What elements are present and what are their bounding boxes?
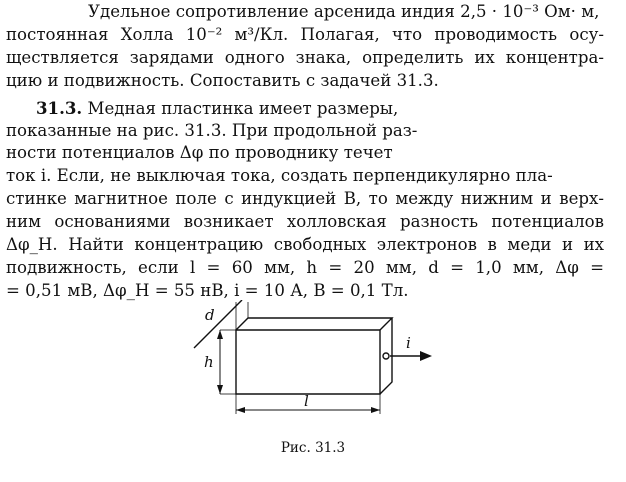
- plate-top-face: [236, 318, 392, 330]
- problem-line-6: ним основаниями возникает холловская разность потенциалов: [6, 212, 604, 231]
- contact-terminal: [383, 353, 389, 359]
- prev-problem-line-2: постоянная Холла 10⁻² м³/Кл. Полагая, что проводимость осу-: [6, 25, 604, 44]
- problem-line-5: стинке магнитное поле с индукцией B, то между нижним и верх-: [6, 189, 604, 208]
- label-i: i: [406, 334, 411, 352]
- plate-front-face: [236, 330, 380, 394]
- problem-line-4: ток i. Если, не выключая тока, создать перпендикулярно пла-: [6, 166, 553, 185]
- prev-problem-line-3: ществляется зарядами одного знака, определить их концентра-: [6, 48, 604, 67]
- problem-line-9: = 0,51 мВ, Δφ_H = 55 нВ, i = 10 А, B = 0,1 Тл.: [6, 281, 409, 300]
- problem-line-3: ности потенциалов Δφ по проводнику течет: [6, 143, 393, 162]
- problem-line-8: подвижность, если l = 60 мм, h = 20 мм, d = 1,0 мм, Δφ =: [6, 258, 604, 277]
- problem-line-7: Δφ_H. Найти концентрацию свободных электронов в меди и их: [6, 235, 604, 254]
- d-dimension-line: [194, 300, 242, 348]
- prev-problem-line-4: цию и подвижность. Сопоставить с задачей 31.3.: [6, 71, 439, 90]
- problem-number: 31.3.: [36, 98, 83, 118]
- figure-31-3: [180, 300, 440, 420]
- figure-caption: Рис. 31.3: [280, 440, 346, 456]
- label-l: l: [304, 392, 309, 410]
- problem-line-2: показанные на рис. 31.3. При продольной раз-: [6, 121, 418, 140]
- label-h: h: [204, 353, 214, 371]
- label-d: d: [205, 306, 215, 324]
- prev-problem-line-1: Удельное сопротивление арсенида индия 2,5 · 10⁻³ Ом· м,: [88, 2, 600, 21]
- problem-line-1: 31.3. Медная пластинка имеет размеры,: [36, 98, 399, 118]
